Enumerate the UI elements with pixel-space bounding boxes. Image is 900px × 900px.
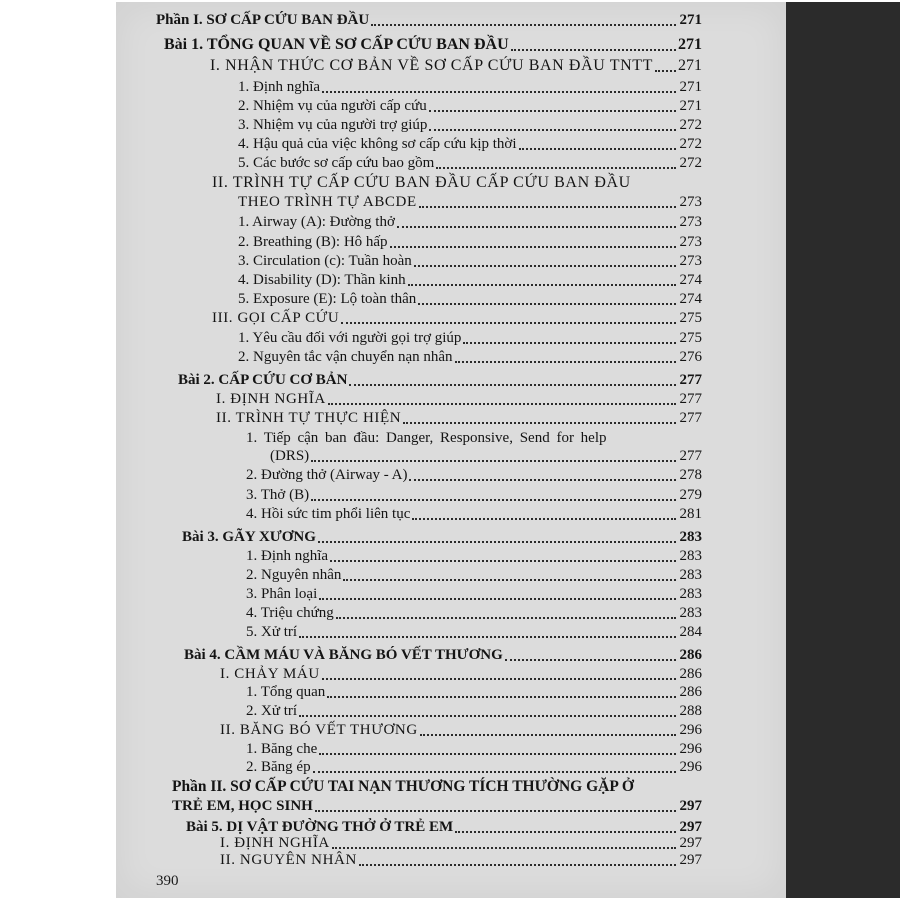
toc-entry: 2. Nhiệm vụ của người cấp cứu 271 — [238, 98, 702, 114]
toc-entry: 2. Băng ép 296 — [246, 759, 702, 775]
toc-entry: II. TRÌNH TỰ THỰC HIỆN 277 — [216, 410, 702, 426]
toc-entry-heading: 1. Tiếp cận ban đầu: Danger, Responsive, Send for help — [246, 430, 607, 446]
toc-entry: 1. Tổng quan 286 — [246, 684, 702, 700]
toc-entry: Bài 3. GÃY XƯƠNG 283 — [182, 529, 702, 545]
toc-entry-heading: Phần II. SƠ CẤP CỨU TAI NẠN THƯƠNG TÍCH THƯỜNG GẶP Ở — [172, 778, 634, 795]
toc-entry: 2. Nguyên nhân 283 — [246, 567, 702, 583]
toc-entry: 2. Breathing (B): Hô hấp 273 — [238, 234, 702, 250]
toc-entry: III. GỌI CẤP CỨU 275 — [212, 310, 702, 326]
toc-entry: Bài 4. CẦM MÁU VÀ BĂNG BÓ VẾT THƯƠNG 286 — [184, 647, 702, 663]
toc-entry: THEO TRÌNH TỰ ABCDE 273 — [238, 194, 702, 210]
toc-entry: 5. Exposure (E): Lộ toàn thân 274 — [238, 291, 702, 307]
toc-entry: I. ĐỊNH NGHĨA 277 — [216, 391, 702, 407]
toc-entry: 1. Định nghĩa 283 — [246, 548, 702, 564]
toc-entry: 1. Airway (A): Đường thở 273 — [238, 214, 702, 230]
toc-entry: 3. Thở (B) 279 — [246, 487, 702, 503]
adjacent-page-mark — [806, 655, 814, 669]
toc-entry: 3. Nhiệm vụ của người trợ giúp 272 — [238, 117, 702, 133]
toc-entry: 4. Disability (D): Thần kinh 274 — [238, 272, 702, 288]
toc-entry: 1. Băng che 296 — [246, 741, 702, 757]
book-page — [116, 2, 786, 898]
toc-entry: Bài 1. TỔNG QUAN VỀ SƠ CẤP CỨU BAN ĐẦU 271 — [164, 36, 702, 53]
toc-entry-heading: II. TRÌNH TỰ CẤP CỨU BAN ĐẦU CẤP CỨU BAN ĐẦU — [212, 174, 631, 191]
toc-entry: 1. Yêu cầu đối với người gọi trợ giúp 275 — [238, 330, 702, 346]
toc-entry: 2. Nguyên tắc vận chuyển nạn nhân 276 — [238, 349, 702, 365]
toc-entry: 1. Định nghĩa 271 — [238, 79, 702, 95]
toc-entry: 3. Phân loại 283 — [246, 586, 702, 602]
toc-entry: I. ĐỊNH NGHĨA 297 — [220, 835, 702, 851]
toc-entry: 4. Hồi sức tim phổi liên tục 281 — [246, 506, 702, 522]
table-of-contents — [116, 2, 786, 898]
adjacent-page-mark — [806, 354, 814, 368]
toc-entry: Bài 5. DỊ VẬT ĐƯỜNG THỞ Ở TRẺ EM 297 — [186, 819, 702, 835]
toc-entry: 2. Đường thở (Airway - A) 278 — [246, 467, 702, 483]
toc-entry: 4. Triệu chứng 283 — [246, 605, 702, 621]
toc-entry: Phần I. SƠ CẤP CỨU BAN ĐẦU 271 — [156, 12, 702, 28]
toc-entry: 5. Xử trí 284 — [246, 624, 702, 640]
page-number: 390 — [156, 873, 179, 889]
toc-entry: 3. Circulation (c): Tuần hoàn 273 — [238, 253, 702, 269]
toc-entry: II. BĂNG BÓ VẾT THƯƠNG 296 — [220, 722, 702, 738]
toc-entry: 5. Các bước sơ cấp cứu bao gồm 272 — [238, 155, 702, 171]
toc-entry: I. NHẬN THỨC CƠ BẢN VỀ SƠ CẤP CỨU BAN ĐẦU TNTT 271 — [210, 57, 702, 74]
toc-entry: I. CHẢY MÁU 286 — [220, 666, 702, 682]
toc-entry: (DRS) 277 — [270, 448, 702, 464]
adjacent-page-mark — [806, 860, 814, 874]
toc-entry: TRẺ EM, HỌC SINH 297 — [172, 798, 702, 814]
toc-entry: 4. Hậu quả của việc không sơ cấp cứu kịp thời 272 — [238, 136, 702, 152]
adjacent-page-mark — [806, 114, 814, 128]
toc-entry: Bài 2. CẤP CỨU CƠ BẢN 277 — [178, 372, 702, 388]
toc-entry: II. NGUYÊN NHÂN 297 — [220, 852, 702, 868]
toc-entry: 2. Xử trí 288 — [246, 703, 702, 719]
adjacent-page-edge — [786, 2, 900, 898]
